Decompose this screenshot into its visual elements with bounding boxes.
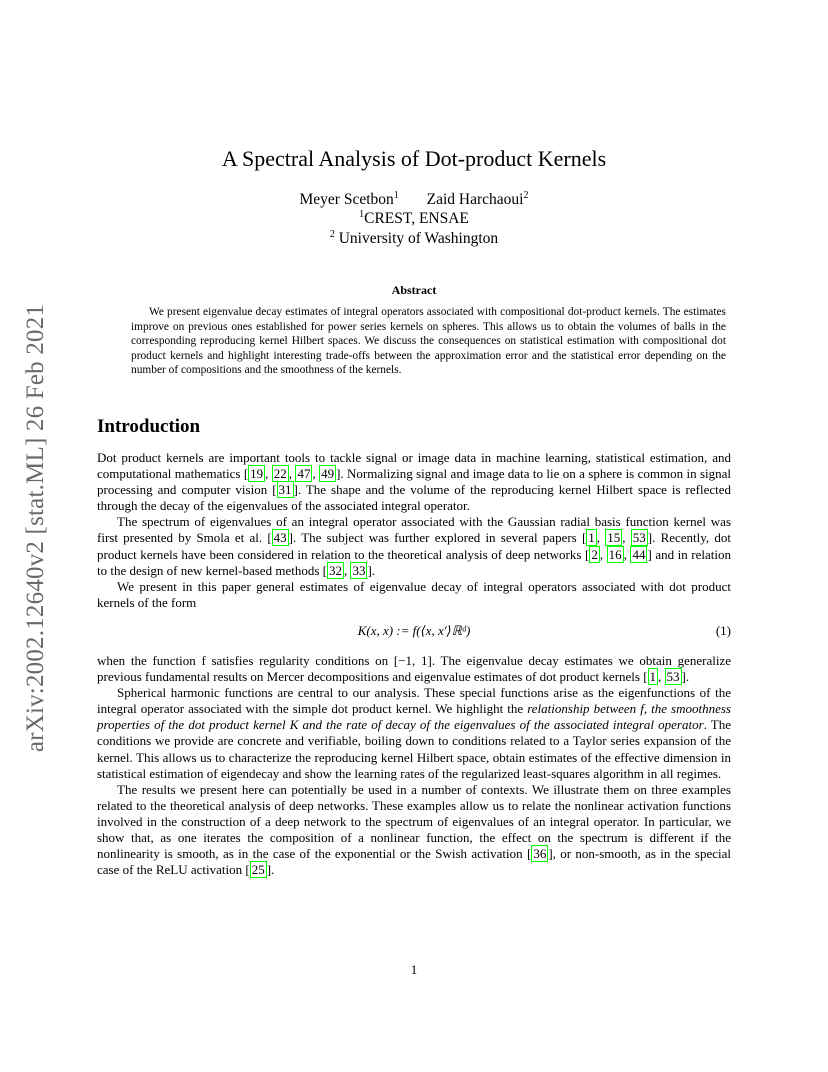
citation-link[interactable]: 16	[608, 546, 622, 562]
paragraph: when the function f satisfies regularity conditions on [−1, 1]. The eigenvalue decay estimates we obtain generalize previous fundamental results on Mercer decompositions and eigenvalue estimates of dot product kernels [ 1 , 53 ].	[97, 652, 731, 685]
citation-link[interactable]: 33	[352, 562, 366, 578]
citation-link[interactable]: 15	[607, 530, 621, 546]
author-list	[0, 191, 828, 209]
paragraph	[97, 782, 731, 879]
paragraph: We present in this paper general estimates of eigenvalue decay of integral operators associated with dot product kernels of the form	[97, 578, 731, 610]
affiliation-text: University of Washington	[334, 230, 499, 247]
citation-link[interactable]: 47	[297, 466, 311, 482]
text-run: . The conditions we provide are concrete and verifiable, boiling down to conditions related to a Taylor series expansion of the kernel. This allows us to characterize the reproducing kernel Hilbert space, obtain estimates of the effective dimension in statistical estimation of eigendecay and show the learning rates of the regularized least-squares algorithm in all regimes.	[97, 717, 731, 781]
equation	[97, 619, 731, 643]
citation-link[interactable]: 19	[250, 466, 264, 482]
paragraph	[97, 685, 731, 782]
citation-link[interactable]: 31	[278, 482, 292, 498]
affiliation-mark: 1	[359, 209, 365, 220]
text-run: ].	[681, 669, 690, 685]
text-run: ], or non-smooth, as in the special case of the ReLU activation [	[97, 846, 732, 878]
citation-link[interactable]: 1	[649, 669, 657, 685]
citation-link[interactable]: 53	[632, 530, 646, 546]
citation-link[interactable]: 25	[251, 862, 265, 878]
affiliation	[0, 210, 828, 228]
text-run: The spectrum of eigenvalues of an integral operator associated with the Gaussian radial basis function kernel was first presented by Smola et al. [	[97, 514, 731, 546]
citation-link[interactable]: 44	[632, 546, 646, 562]
equation-expression: K(x, x) := f(⟨x, x′⟩ℝᵈ)	[357, 622, 471, 638]
affiliation-text: CREST, ENSAE	[364, 210, 469, 227]
text-run: ] and in relation to the design of new kernel-based methods [	[97, 546, 732, 578]
text-run: ].	[367, 562, 376, 578]
citation-link[interactable]: 22	[273, 466, 287, 482]
text-run: when the function f satisfies regularity conditions on [−1, 1]. The eigenvalue decay estimates we obtain generalize previous fundamental results on Mercer decompositions and eigenvalue estimates of dot product kernels [	[97, 652, 731, 685]
text-run: ]. Normalizing signal and image data to lie on a sphere is common in signal processing and computer vision [	[97, 466, 732, 498]
abstract-text: We present eigenvalue decay estimates of integral operators associated with compositional dot-product kernels. The estimates improve on previous ones established for power series kernels on spheres. This allows us to obtain the volumes of balls in the corresponding reproducing kernel Hilbert spaces. We discuss the consequences on statistical estimation with compositional dot product kernels and highlight interesting trade-offs between the approximation error and the statistical error depending on the number of compositions and the smoothness of the kernels.	[131, 306, 726, 377]
emphasized-text: relationship between f, the smoothness properties of the dot product kernel K and the rate of decay of the eigenvalues of the associated integral operator	[97, 701, 731, 733]
affiliation	[0, 230, 828, 248]
citation-link[interactable]: 53	[666, 669, 680, 685]
section-heading: Introduction	[97, 416, 201, 437]
citation-link[interactable]: 32	[328, 562, 342, 578]
citation-link[interactable]: 43	[273, 530, 287, 546]
section-body	[97, 450, 731, 878]
page-number: 1	[410, 962, 418, 977]
paragraph: Dot product kernels are important tools to tackle signal or image data in machine learning, statistical estimation, and computational mathematics [ 19 , 22 , 47 , 49 ]. Normalizing signal and image data to lie on a sphere is common in signal processing and computer vision [ 31 ]. The shape and the volume of the reproducing kernel Hilbert space is reflected through the decay of the eigenvalues of the associated integral operator.	[97, 450, 732, 514]
text-run: ]. The subject was further explored in several papers [	[288, 530, 587, 546]
author-affiliation-mark: 1	[393, 190, 399, 201]
paragraph: The spectrum of eigenvalues of an integral operator associated with the Gaussian radial basis function kernel was first presented by Smola et al. [ 43 ]. The subject was further explored in several papers [ 1 , 15 , 53 ]. Recently, dot product kernels have been considered in relation to the theoretical analysis of deep networks [ 2 , 16 , 44 ] and in relation to the design of new kernel-based methods [ 32 , 33 ].	[97, 514, 732, 578]
text-run: Spherical harmonic functions are central to our analysis. These special functions arise as the eigenfunctions of the integral operator associated with the simple dot product kernel. We highlight the	[97, 685, 731, 717]
paper-title: A Spectral Analysis of Dot-product Kernels	[221, 146, 607, 171]
abstract-heading: Abstract	[391, 283, 437, 297]
author-affiliation-mark: 2	[523, 190, 529, 201]
text-run: The results we present here can potentially be used in a number of contexts. We illustrate them on three examples related to the theoretical analysis of deep networks. These examples allow us to relate the nonlinear activation functions involved in the construction of a deep network to the spectrum of eigenvalues of an integral operator. In particular, we show that, as one iterates the composition of a nonlinear function, the effect on the spectrum is different if the nonlinearity is smooth, as in the case of the exponential or the Swish activation [	[97, 781, 731, 862]
text-run: Dot product kernels are important tools to tackle signal or image data in machine learning, statistical estimation, and computational mathematics [	[97, 450, 731, 482]
equation-number: (1)	[715, 622, 731, 638]
arxiv-identifier: arXiv:2002.12640v2 [stat.ML] 26 Feb 2021	[22, 303, 49, 753]
text-run: ].	[266, 862, 275, 878]
author-name: Meyer Scetbon	[299, 191, 394, 208]
citation-link[interactable]: 2	[591, 546, 598, 562]
affiliation-mark: 2	[329, 229, 335, 240]
citation-link[interactable]: 1	[588, 530, 595, 546]
citation-link[interactable]: 49	[321, 466, 335, 482]
author-name: Zaid Harchaoui	[426, 191, 524, 208]
citation-link[interactable]: 36	[533, 846, 547, 862]
text-run: ]. The shape and the volume of the reproducing kernel Hilbert space is reflected through the decay of the eigenvalues of the associated integral operator.	[97, 482, 731, 514]
text-run: ]. Recently, dot product kernels have been considered in relation to the theoretical analysis of deep networks [	[97, 530, 732, 562]
